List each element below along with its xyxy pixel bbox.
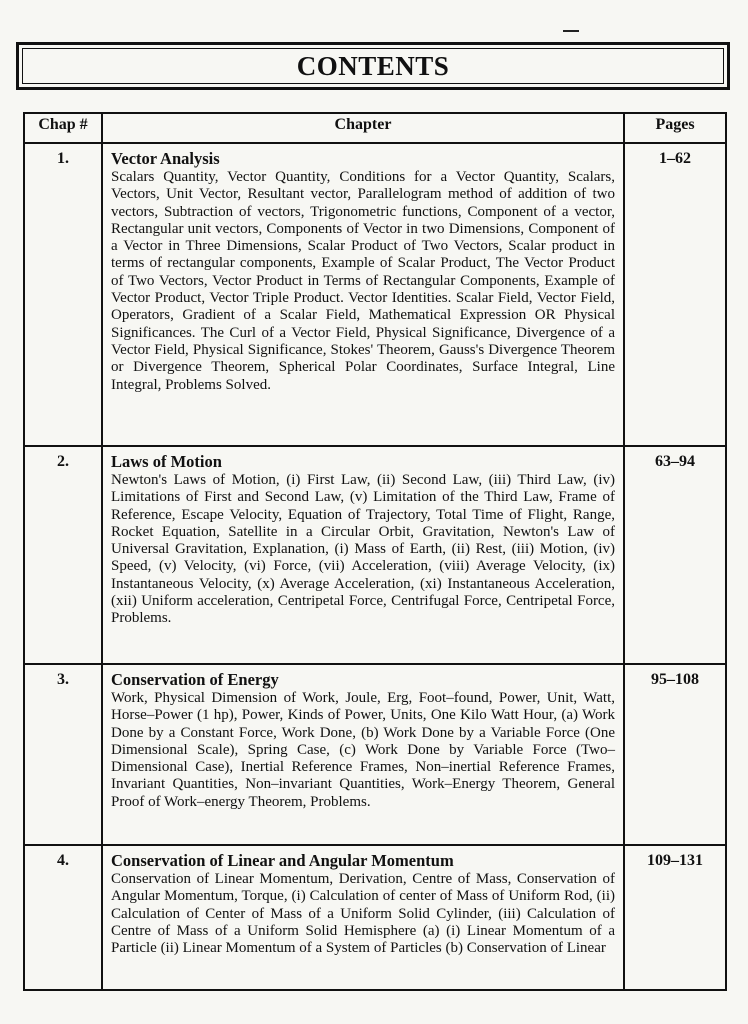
page-title: CONTENTS [296, 50, 450, 81]
contents-title-box [16, 42, 730, 90]
chapter-number: 3. [24, 664, 102, 845]
header-chap-number: Chap # [24, 113, 102, 143]
chapter-cell [102, 446, 624, 664]
chapter-topics: Newton's Laws of Motion, (i) First Law, (ii) Second Law, (iii) Third Law, (iv) Limitations of First and Second Law, (v) Limitation of the Third Law, Frame of Reference, Escape Velocity, Equation of Trajectory, Total Time of Flight, Range, Rocket Equation, Satellite in a Circular Orbit, Gravitation, Newton's Law of Universal Gravitation, Explanation, (i) Mass of Earth, (ii) Rest, (iii) Motion, (iv) Speed, (v) Velocity, (vi) Force, (vii) Acceleration, (viii) Average Velocity, (ix) Instantaneous Velocity, (x) Average Acceleration, (xi) Instantaneous Acceleration, (xii) Uniform acceleration, Centripetal Force, Centrifugal Force, Centripetal Force, Problems. [111, 472, 615, 627]
chapter-title: Vector Analysis [111, 149, 220, 168]
table-row [24, 664, 726, 845]
chapter-pages: 95–108 [624, 664, 726, 845]
table-header-row [24, 113, 726, 143]
chapter-cell [102, 664, 624, 845]
contents-title-inner-frame [22, 48, 724, 84]
scan-mark [563, 30, 579, 32]
contents-table [23, 112, 727, 991]
chapter-title: Laws of Motion [111, 452, 222, 471]
chapter-title: Conservation of Energy [111, 670, 279, 689]
table-row [24, 845, 726, 990]
chapter-pages: 109–131 [624, 845, 726, 990]
table-row [24, 143, 726, 446]
chapter-pages: 1–62 [624, 143, 726, 446]
chapter-number: 2. [24, 446, 102, 664]
table-row [24, 446, 726, 664]
chapter-number: 1. [24, 143, 102, 446]
chapter-pages: 63–94 [624, 446, 726, 664]
chapter-topics: Work, Physical Dimension of Work, Joule, Erg, Foot–found, Power, Unit, Watt, Horse–Power (1 hp), Power, Kinds of Power, Units, One Kilo Watt Hour, (a) Work Done by a Constant Force, Work Done, (b) Work Done by a Variable Force (One Dimensional Scale), Spring Case, (c) Work Done by Variable Force (Two–Dimensional Case), Inertial Reference Frames, Non–inertial Reference Frames, Invariant Quantities, Non–invariant Quantities, Work–Energy Theorem, General Proof of Work–energy Theorem, Problems. [111, 690, 615, 810]
header-chapter: Chapter [102, 113, 624, 143]
chapter-number: 4. [24, 845, 102, 990]
header-pages: Pages [624, 113, 726, 143]
chapter-title: Conservation of Linear and Angular Momentum [111, 851, 454, 870]
chapter-topics: Conservation of Linear Momentum, Derivation, Centre of Mass, Conservation of Angular Momentum, Torque, (i) Calculation of center of Mass of Uniform Rod, (ii) Calculation of Center of Mass of a Uniform Solid Cylinder, (iii) Calculation of Centre of Mass of a Uniform Solid Hemisphere (a) (i) Linear Momentum of a Particle (ii) Linear Momentum of a System of Particles (b) Conservation of Linear [111, 871, 615, 957]
chapter-cell [102, 143, 624, 446]
chapter-cell [102, 845, 624, 990]
chapter-topics: Scalars Quantity, Vector Quantity, Conditions for a Vector Quantity, Scalars, Vectors, Unit Vector, Resultant vector, Parallelogram method of addition of two vectors, Subtraction of vectors, Trigonometric functions, Component of a vector, Rectangular unit vectors, Components of Vector in two Dimensions, Component of a Vector in Three Dimensions, Scalar Product of Two Vectors, Scalar product in terms of rectangular components, Example of Scalar Product, The Vector Product of Two Vectors, Vector Product in Terms of Rectangular Components, Example of Vector Product, Vector Triple Product. Vector Identities. Scalar Field, Vector Field, Operators, Gradient of a Scalar Field, Mathematical Expression OR Physical Significances. The Curl of a Vector Field, Physical Significance, Divergence of a Vector Field, Physical Significance, Stokes' Theorem, Gauss's Divergence Theorem or Divergence Theorem, Spherical Polar Coordinates, Surface Integral, Line Integral, Problems Solved. [111, 169, 615, 393]
